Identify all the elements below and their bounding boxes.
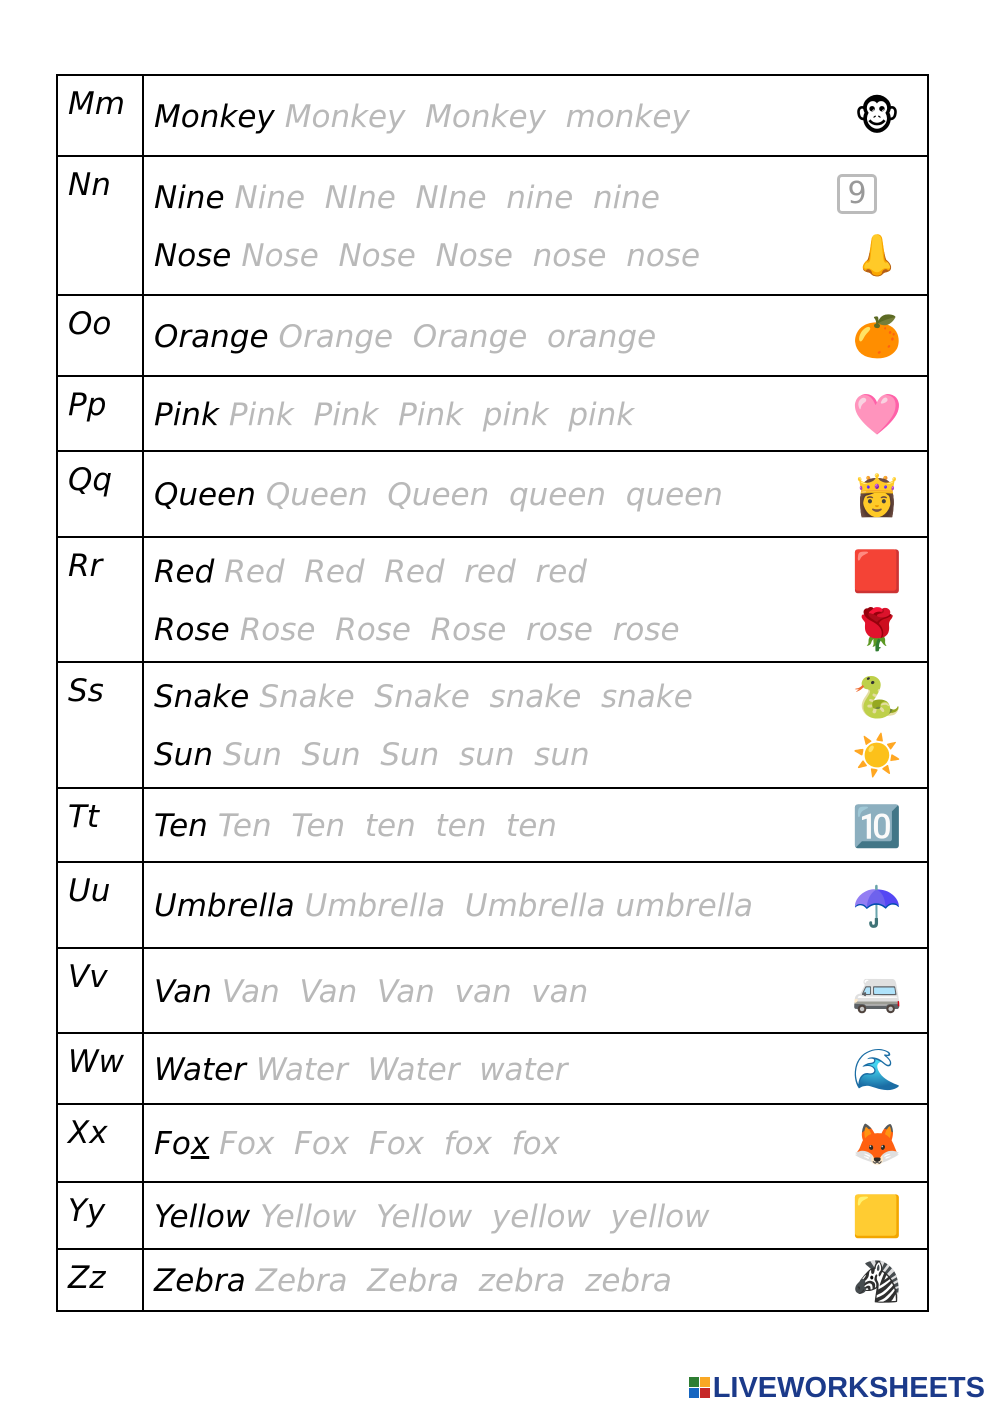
word-line	[144, 877, 927, 935]
letter-cell	[57, 1249, 143, 1311]
word-cell	[143, 1104, 928, 1182]
table-row	[57, 75, 928, 156]
letter-pair: Pp	[68, 387, 107, 423]
letter-cell	[57, 1033, 143, 1104]
letter-cell	[57, 156, 143, 295]
word-cell	[143, 662, 928, 788]
tracing-words: Water Water water	[255, 1051, 568, 1088]
letter-pair: Zz	[68, 1260, 106, 1296]
tracing-words: Snake Snake snake snake	[259, 679, 693, 715]
model-word: Umbrella	[154, 888, 295, 924]
word-cell	[143, 1033, 928, 1104]
model-word	[154, 1126, 209, 1162]
letter-pair: Mm	[68, 86, 125, 122]
letter-pair: Rr	[68, 548, 103, 584]
monkey-face-icon: 🐵	[853, 93, 901, 140]
letter-cell	[57, 948, 143, 1033]
word-line	[144, 169, 927, 227]
letter-pair: Vv	[68, 959, 108, 995]
word-cell	[143, 295, 928, 376]
word-line	[144, 1041, 927, 1099]
model-word: Nose	[154, 237, 232, 274]
table-row	[57, 1033, 928, 1104]
water-wave-icon: 🌊	[852, 1047, 902, 1093]
tracing-words: Pink Pink Pink pink pink	[228, 396, 635, 433]
model-word: Van	[154, 973, 212, 1010]
letter-cell	[57, 788, 143, 862]
model-word: Zebra	[154, 1263, 246, 1299]
word-line	[144, 668, 927, 726]
nose-icon: 👃	[852, 233, 902, 279]
tracing-words: Van Van Van van van	[221, 973, 589, 1010]
word-line	[144, 963, 927, 1021]
table-row	[57, 662, 928, 788]
orange-icon: 🍊	[852, 314, 902, 360]
tracing-words: Orange Orange orange	[278, 318, 657, 355]
letter-cell	[57, 537, 143, 662]
letter-cell	[57, 662, 143, 788]
tracing-words: Red Red Red red red	[224, 553, 587, 590]
model-word: Yellow	[154, 1198, 251, 1235]
word-line	[144, 601, 927, 659]
table-row	[57, 862, 928, 948]
tracing-words: Umbrella Umbrella umbrella	[304, 888, 753, 924]
word-line	[144, 1252, 927, 1310]
umbrella-icon: ☂️	[852, 883, 902, 930]
zebra-icon: 🦓	[852, 1258, 902, 1305]
tracing-words: Fox Fox Fox fox fox	[219, 1126, 560, 1162]
letter-cell	[57, 862, 143, 948]
tracing-words: Sun Sun Sun sun sun	[222, 737, 590, 773]
letter-pair: Nn	[68, 167, 111, 203]
table-row	[57, 156, 928, 295]
tracing-words: Monkey Monkey monkey	[284, 98, 690, 135]
yellow-square-icon: 🟨	[852, 1194, 902, 1240]
word-cell	[143, 75, 928, 156]
tracing-words: Rose Rose Rose rose rose	[239, 611, 680, 648]
liveworksheets-logo	[689, 1372, 985, 1404]
model-word-underlined-letter: x	[190, 1126, 210, 1162]
model-word: Rose	[154, 611, 230, 648]
model-word: Snake	[154, 679, 250, 715]
word-cell	[143, 451, 928, 537]
tracing-words: Ten Ten ten ten ten	[217, 808, 557, 844]
word-cell	[143, 537, 928, 662]
table-row	[57, 948, 928, 1033]
tracing-words: Yellow Yellow yellow yellow	[260, 1198, 710, 1235]
rose-icon: 🌹	[852, 607, 902, 653]
word-line	[144, 543, 927, 601]
tracing-words: Nine NIne NIne nine nine	[234, 179, 660, 216]
fox-icon: 🦊	[852, 1121, 902, 1168]
word-line	[144, 1188, 927, 1246]
liveworksheets-logo-icon	[689, 1377, 711, 1399]
letter-pair: Ss	[68, 673, 104, 709]
letter-pair: Qq	[68, 462, 113, 498]
model-word: Queen	[154, 477, 256, 513]
table-row	[57, 376, 928, 451]
table-row	[57, 295, 928, 376]
table-row	[57, 1182, 928, 1249]
letter-cell	[57, 1182, 143, 1249]
table-row	[57, 788, 928, 862]
tracing-words: Queen Queen queen queen	[265, 477, 723, 513]
table-row	[57, 1104, 928, 1182]
table-row	[57, 451, 928, 537]
letter-cell	[57, 451, 143, 537]
letter-pair: Yy	[68, 1193, 106, 1229]
letter-pair: Ww	[68, 1044, 125, 1080]
letter-pair: Uu	[68, 873, 111, 909]
model-word: Nine	[154, 179, 225, 216]
snake-icon: 🐍	[852, 674, 902, 721]
tracing-words: Nose Nose Nose nose nose	[241, 237, 701, 274]
model-word: Water	[154, 1051, 246, 1088]
queen-icon: 👸	[852, 472, 902, 519]
word-cell	[143, 1182, 928, 1249]
red-square-icon: 🟥	[852, 549, 902, 595]
letter-pair: Oo	[68, 306, 112, 342]
sun-icon: ☀️	[852, 732, 902, 779]
model-word: Red	[154, 553, 215, 590]
word-line	[144, 797, 927, 855]
word-cell	[143, 788, 928, 862]
letter-pair: Xx	[68, 1115, 108, 1151]
word-line	[144, 726, 927, 784]
word-line	[144, 1115, 927, 1173]
word-cell	[143, 948, 928, 1033]
keycap-ten-icon: 🔟	[852, 803, 902, 850]
letter-pair: Tt	[68, 799, 100, 835]
model-word: Ten	[154, 808, 208, 844]
model-word: Pink	[154, 396, 219, 433]
pink-heart-icon: 🩷	[852, 392, 902, 438]
word-line	[144, 88, 927, 146]
word-line	[144, 308, 927, 366]
model-word: Sun	[154, 737, 213, 773]
model-word-part: Fo	[154, 1126, 191, 1162]
model-word: Orange	[154, 318, 269, 355]
tracing-words: Zebra Zebra zebra zebra	[255, 1263, 672, 1299]
word-cell	[143, 376, 928, 451]
logo-text: LIVEWORKSHEETS	[712, 1371, 985, 1404]
alphabet-tracing-table	[56, 74, 929, 1312]
number-nine-icon: 9	[837, 174, 877, 214]
van-icon: 🚐	[852, 969, 902, 1015]
model-word: Monkey	[154, 98, 275, 135]
table-row	[57, 1249, 928, 1311]
word-line	[144, 227, 927, 285]
word-cell	[143, 862, 928, 948]
letter-cell	[57, 1104, 143, 1182]
table-row	[57, 537, 928, 662]
word-line	[144, 386, 927, 444]
word-line	[144, 466, 927, 524]
letter-cell	[57, 75, 143, 156]
letter-cell	[57, 376, 143, 451]
word-cell	[143, 1249, 928, 1311]
letter-cell	[57, 295, 143, 376]
word-cell	[143, 156, 928, 295]
